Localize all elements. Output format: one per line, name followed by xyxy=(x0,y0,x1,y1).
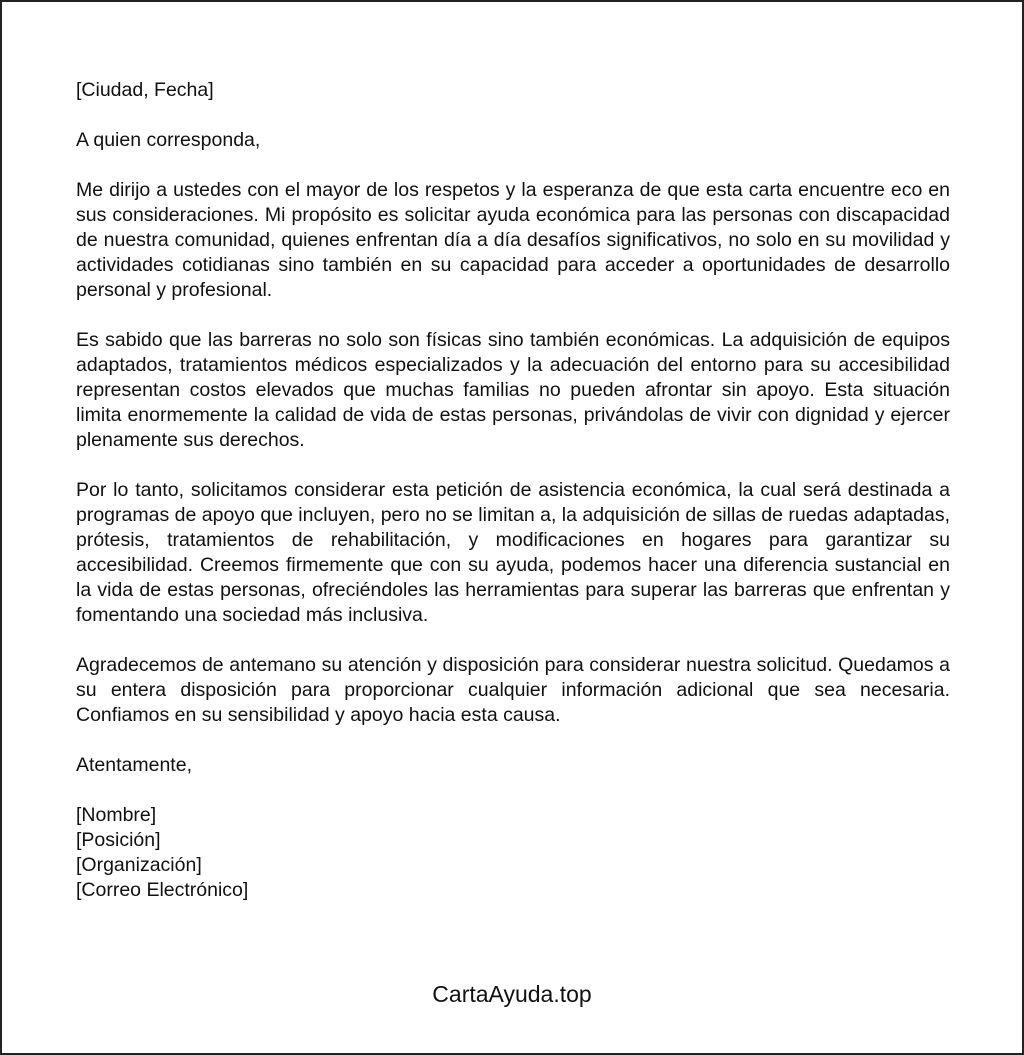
signature-organization: [Organización] xyxy=(76,854,202,876)
footer-site: CartaAyuda.top xyxy=(432,981,592,1007)
paragraph-thanks: Agradecemos de antemano su atención y disposición para considerar nuestra solicitud. Quedamos a su entera disposición para proporcionar cualquier información adicional que sea necesaria. Confiamos en su sensibilidad y apoyo hacia esta causa. xyxy=(76,654,950,726)
paragraph-intro: Me dirijo a ustedes con el mayor de los respetos y la esperanza de que esta carta encuentre eco en sus consideraciones. Mi propósito es solicitar ayuda económica para las personas con discapacidad de nuestra comunidad, quienes enfrentan día a día desafíos significativos, no solo en su movilidad y actividades cotidianas sino también en su capacidad para acceder a oportunidades de desarrollo personal y profesional. xyxy=(76,179,950,301)
signature-email: [Correo Electrónico] xyxy=(76,879,249,901)
signature-name: [Nombre] xyxy=(76,804,157,826)
paragraph-barriers: Es sabido que las barreras no solo son físicas sino también económicas. La adquisición de equipos adaptados, tratamientos médicos especializados y la adecuación del entorno para su accesibilidad representan costos elevados que muchas familias no pueden afrontar sin apoyo. Esta situación limita enormemente la calidad de vida de estas personas, privándolas de vivir con dignidad y ejercer plenamente sus derechos. xyxy=(76,329,950,451)
letter-body xyxy=(76,78,950,903)
signature-position: [Posición] xyxy=(76,829,161,851)
place-date: [Ciudad, Fecha] xyxy=(76,79,214,101)
closing: Atentamente, xyxy=(76,754,192,776)
signature-block xyxy=(76,803,950,903)
paragraph-request: Por lo tanto, solicitamos considerar esta petición de asistencia económica, la cual será destinada a programas de apoyo que incluyen, pero no se limitan a, la adquisición de sillas de ruedas adaptadas, prótesis, tratamientos de rehabilitación, y modificaciones en hogares para garantizar su accesibilidad. Creemos firmemente que con su ayuda, podemos hacer una diferencia sustancial en la vida de estas personas, ofreciéndoles las herramientas para superar las barreras que enfrentan y fomentando una sociedad más inclusiva. xyxy=(76,479,950,626)
greeting: A quien corresponda, xyxy=(76,129,261,151)
